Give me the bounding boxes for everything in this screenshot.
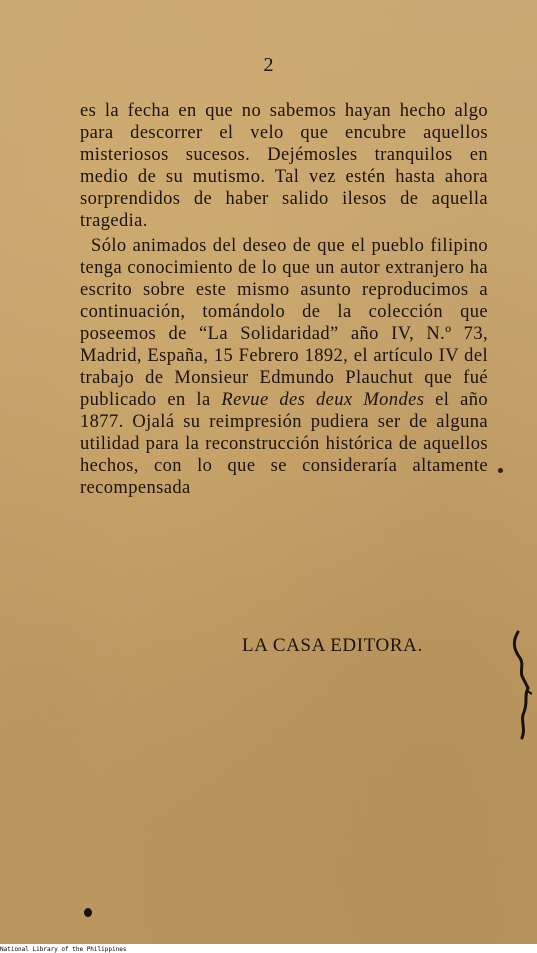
- paragraph-2-text-end: el año 1877. Ojalá su reimpresión pudiera ser de alguna utilidad para la reconstrucción histórica de aquellos hechos, con lo que se consideraría altamente recompensada: [80, 390, 488, 498]
- page-number: 2: [263, 54, 274, 76]
- paragraph-2-text: Sólo animados del deseo de que el pueblo filipino tenga conocimiento de lo que un autor extranjero ha escrito sobre este mismo asunto reproducimos a continuación, tomándolo de la colección que poseemos de “La Solidaridad” año IV, N.º 73, Madrid, España, 15 Febrero 1892, el artículo IV del trabajo de Monsieur Edmundo Plauchut que fué publicado en la: [80, 236, 488, 410]
- paragraph-1-text: es la fecha en que no sabemos hayan hecho algo para descorrer el velo que encubre aquellos misteriosos sucesos. Dejémosles tranquilos en medio de su mutismo. Tal vez estén hasta ahora sorprendidos de haber salido ilesos de aquella tragedia.: [80, 101, 488, 231]
- torn-edge-mark: [508, 628, 532, 748]
- ink-blot-mark: [84, 908, 92, 917]
- paragraph-2: [80, 235, 488, 499]
- paragraph-1: [80, 100, 488, 232]
- ink-dot-mark: [498, 468, 503, 473]
- publisher-signature: LA CASA EDITORA.: [242, 635, 423, 656]
- journal-title: Revue des deux Mondes: [221, 390, 425, 410]
- body-text: [80, 100, 488, 499]
- library-credit: National Library of the Philippines: [0, 946, 127, 953]
